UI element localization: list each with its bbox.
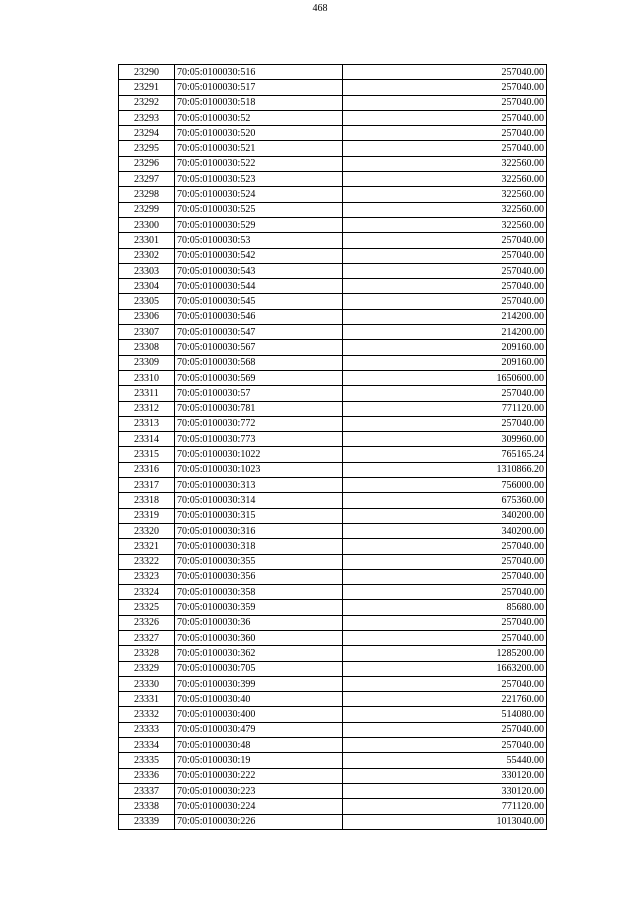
row-number: 23317 <box>119 478 175 493</box>
cadastral-number: 70:05:0100030:400 <box>175 707 343 722</box>
cadastral-number: 70:05:0100030:522 <box>175 156 343 171</box>
table-row <box>119 508 547 523</box>
table-row <box>119 493 547 508</box>
cadastral-value: 257040.00 <box>343 615 547 630</box>
row-number: 23298 <box>119 187 175 202</box>
cadastral-number: 70:05:0100030:57 <box>175 386 343 401</box>
cadastral-value: 209160.00 <box>343 340 547 355</box>
cadastral-number: 70:05:0100030:543 <box>175 263 343 278</box>
table-row <box>119 325 547 340</box>
cadastral-value: 340200.00 <box>343 523 547 538</box>
row-number: 23299 <box>119 202 175 217</box>
table-row <box>119 814 547 829</box>
cadastral-number: 70:05:0100030:223 <box>175 783 343 798</box>
row-number: 23322 <box>119 554 175 569</box>
row-number: 23323 <box>119 569 175 584</box>
row-number: 23304 <box>119 279 175 294</box>
cadastral-value: 85680.00 <box>343 600 547 615</box>
row-number: 23309 <box>119 355 175 370</box>
cadastral-value: 257040.00 <box>343 233 547 248</box>
table-row <box>119 355 547 370</box>
table-row <box>119 478 547 493</box>
cadastral-number: 70:05:0100030:545 <box>175 294 343 309</box>
table-row <box>119 110 547 125</box>
row-number: 23292 <box>119 95 175 110</box>
cadastral-number: 70:05:0100030:1023 <box>175 462 343 477</box>
table-row <box>119 263 547 278</box>
table-row <box>119 462 547 477</box>
cadastral-value: 257040.00 <box>343 554 547 569</box>
cadastral-value: 257040.00 <box>343 722 547 737</box>
row-number: 23294 <box>119 126 175 141</box>
row-number: 23335 <box>119 753 175 768</box>
table-row <box>119 172 547 187</box>
row-number: 23312 <box>119 401 175 416</box>
cadastral-value: 257040.00 <box>343 738 547 753</box>
table-row <box>119 432 547 447</box>
cadastral-number: 70:05:0100030:1022 <box>175 447 343 462</box>
cadastral-value: 322560.00 <box>343 217 547 232</box>
row-number: 23291 <box>119 80 175 95</box>
table-row <box>119 707 547 722</box>
row-number: 23305 <box>119 294 175 309</box>
cadastral-value: 55440.00 <box>343 753 547 768</box>
cadastral-number: 70:05:0100030:516 <box>175 65 343 80</box>
cadastral-number: 70:05:0100030:547 <box>175 325 343 340</box>
table-row <box>119 416 547 431</box>
cadastral-number: 70:05:0100030:40 <box>175 692 343 707</box>
row-number: 23327 <box>119 630 175 645</box>
cadastral-value: 257040.00 <box>343 80 547 95</box>
cadastral-value: 257040.00 <box>343 539 547 554</box>
cadastral-number: 70:05:0100030:568 <box>175 355 343 370</box>
cadastral-number: 70:05:0100030:520 <box>175 126 343 141</box>
cadastral-value: 330120.00 <box>343 783 547 798</box>
table-row <box>119 539 547 554</box>
cadastral-number: 70:05:0100030:772 <box>175 416 343 431</box>
table-row <box>119 554 547 569</box>
table-row <box>119 80 547 95</box>
row-number: 23325 <box>119 600 175 615</box>
cadastral-value: 257040.00 <box>343 386 547 401</box>
table-row <box>119 768 547 783</box>
row-number: 23332 <box>119 707 175 722</box>
cadastral-value: 209160.00 <box>343 355 547 370</box>
cadastral-value: 330120.00 <box>343 768 547 783</box>
cadastral-value: 771120.00 <box>343 799 547 814</box>
row-number: 23331 <box>119 692 175 707</box>
table-row <box>119 585 547 600</box>
cadastral-value: 221760.00 <box>343 692 547 707</box>
row-number: 23308 <box>119 340 175 355</box>
row-number: 23324 <box>119 585 175 600</box>
cadastral-number: 70:05:0100030:48 <box>175 738 343 753</box>
cadastral-value: 1285200.00 <box>343 646 547 661</box>
cadastral-value: 756000.00 <box>343 478 547 493</box>
cadastral-number: 70:05:0100030:567 <box>175 340 343 355</box>
row-number: 23321 <box>119 539 175 554</box>
table-row <box>119 722 547 737</box>
cadastral-value: 514080.00 <box>343 707 547 722</box>
row-number: 23293 <box>119 110 175 125</box>
row-number: 23326 <box>119 615 175 630</box>
cadastral-number: 70:05:0100030:226 <box>175 814 343 829</box>
row-number: 23302 <box>119 248 175 263</box>
cadastral-number: 70:05:0100030:518 <box>175 95 343 110</box>
table-row <box>119 600 547 615</box>
cadastral-value: 257040.00 <box>343 676 547 691</box>
table-row <box>119 783 547 798</box>
table-row <box>119 65 547 80</box>
row-number: 23338 <box>119 799 175 814</box>
table-row <box>119 799 547 814</box>
table-row <box>119 386 547 401</box>
table-row <box>119 95 547 110</box>
table-row <box>119 646 547 661</box>
table-row <box>119 692 547 707</box>
row-number: 23328 <box>119 646 175 661</box>
cadastral-value: 322560.00 <box>343 156 547 171</box>
row-number: 23310 <box>119 370 175 385</box>
table-row <box>119 202 547 217</box>
table-row <box>119 676 547 691</box>
cadastral-value: 1650600.00 <box>343 370 547 385</box>
cadastral-number: 70:05:0100030:569 <box>175 370 343 385</box>
cadastral-value-table <box>118 64 547 830</box>
row-number: 23319 <box>119 508 175 523</box>
cadastral-number: 70:05:0100030:517 <box>175 80 343 95</box>
cadastral-number: 70:05:0100030:542 <box>175 248 343 263</box>
cadastral-value: 257040.00 <box>343 585 547 600</box>
cadastral-number: 70:05:0100030:358 <box>175 585 343 600</box>
table-row <box>119 156 547 171</box>
cadastral-number: 70:05:0100030:224 <box>175 799 343 814</box>
row-number: 23320 <box>119 523 175 538</box>
row-number: 23301 <box>119 233 175 248</box>
table-row <box>119 447 547 462</box>
cadastral-value: 1663200.00 <box>343 661 547 676</box>
cadastral-value: 1310866.20 <box>343 462 547 477</box>
page-number: 468 <box>312 3 328 14</box>
cadastral-value: 257040.00 <box>343 95 547 110</box>
table-row <box>119 753 547 768</box>
table-row <box>119 401 547 416</box>
row-number: 23334 <box>119 738 175 753</box>
cadastral-number: 70:05:0100030:313 <box>175 478 343 493</box>
cadastral-value: 257040.00 <box>343 630 547 645</box>
cadastral-value: 257040.00 <box>343 141 547 156</box>
row-number: 23314 <box>119 432 175 447</box>
row-number: 23316 <box>119 462 175 477</box>
table-row <box>119 217 547 232</box>
cadastral-value: 340200.00 <box>343 508 547 523</box>
cadastral-number: 70:05:0100030:399 <box>175 676 343 691</box>
cadastral-value: 257040.00 <box>343 294 547 309</box>
cadastral-number: 70:05:0100030:356 <box>175 569 343 584</box>
cadastral-number: 70:05:0100030:53 <box>175 233 343 248</box>
row-number: 23318 <box>119 493 175 508</box>
row-number: 23297 <box>119 172 175 187</box>
table-row <box>119 309 547 324</box>
cadastral-number: 70:05:0100030:355 <box>175 554 343 569</box>
table-row <box>119 615 547 630</box>
cadastral-value: 214200.00 <box>343 309 547 324</box>
cadastral-number: 70:05:0100030:544 <box>175 279 343 294</box>
cadastral-number: 70:05:0100030:318 <box>175 539 343 554</box>
cadastral-number: 70:05:0100030:525 <box>175 202 343 217</box>
row-number: 23300 <box>119 217 175 232</box>
table-row <box>119 569 547 584</box>
row-number: 23296 <box>119 156 175 171</box>
row-number: 23330 <box>119 676 175 691</box>
cadastral-number: 70:05:0100030:524 <box>175 187 343 202</box>
cadastral-number: 70:05:0100030:546 <box>175 309 343 324</box>
table-row <box>119 370 547 385</box>
table-row <box>119 340 547 355</box>
cadastral-value: 257040.00 <box>343 263 547 278</box>
row-number: 23307 <box>119 325 175 340</box>
cadastral-number: 70:05:0100030:705 <box>175 661 343 676</box>
cadastral-value: 675360.00 <box>343 493 547 508</box>
table-row <box>119 141 547 156</box>
cadastral-value: 322560.00 <box>343 187 547 202</box>
row-number: 23303 <box>119 263 175 278</box>
cadastral-number: 70:05:0100030:19 <box>175 753 343 768</box>
cadastral-value: 322560.00 <box>343 172 547 187</box>
cadastral-number: 70:05:0100030:781 <box>175 401 343 416</box>
cadastral-number: 70:05:0100030:359 <box>175 600 343 615</box>
row-number: 23329 <box>119 661 175 676</box>
row-number: 23336 <box>119 768 175 783</box>
cadastral-value: 257040.00 <box>343 65 547 80</box>
cadastral-value: 214200.00 <box>343 325 547 340</box>
cadastral-value: 309960.00 <box>343 432 547 447</box>
table-row <box>119 233 547 248</box>
cadastral-value: 257040.00 <box>343 279 547 294</box>
cadastral-value: 257040.00 <box>343 248 547 263</box>
cadastral-number: 70:05:0100030:529 <box>175 217 343 232</box>
cadastral-number: 70:05:0100030:362 <box>175 646 343 661</box>
cadastral-value: 1013040.00 <box>343 814 547 829</box>
cadastral-number: 70:05:0100030:521 <box>175 141 343 156</box>
table-row <box>119 187 547 202</box>
row-number: 23339 <box>119 814 175 829</box>
row-number: 23337 <box>119 783 175 798</box>
table-row <box>119 279 547 294</box>
cadastral-number: 70:05:0100030:222 <box>175 768 343 783</box>
table-row <box>119 630 547 645</box>
table-row <box>119 294 547 309</box>
cadastral-value: 257040.00 <box>343 126 547 141</box>
table-row <box>119 126 547 141</box>
table-body <box>119 65 547 830</box>
cadastral-value: 765165.24 <box>343 447 547 462</box>
cadastral-value: 257040.00 <box>343 110 547 125</box>
cadastral-number: 70:05:0100030:360 <box>175 630 343 645</box>
cadastral-number: 70:05:0100030:479 <box>175 722 343 737</box>
cadastral-number: 70:05:0100030:773 <box>175 432 343 447</box>
table-row <box>119 661 547 676</box>
row-number: 23295 <box>119 141 175 156</box>
cadastral-value: 322560.00 <box>343 202 547 217</box>
row-number: 23306 <box>119 309 175 324</box>
row-number: 23315 <box>119 447 175 462</box>
table-row <box>119 248 547 263</box>
row-number: 23311 <box>119 386 175 401</box>
cadastral-number: 70:05:0100030:36 <box>175 615 343 630</box>
row-number: 23333 <box>119 722 175 737</box>
cadastral-number: 70:05:0100030:523 <box>175 172 343 187</box>
cadastral-number: 70:05:0100030:316 <box>175 523 343 538</box>
table-row <box>119 738 547 753</box>
row-number: 23290 <box>119 65 175 80</box>
cadastral-number: 70:05:0100030:315 <box>175 508 343 523</box>
table-row <box>119 523 547 538</box>
cadastral-value: 771120.00 <box>343 401 547 416</box>
cadastral-value: 257040.00 <box>343 416 547 431</box>
cadastral-number: 70:05:0100030:52 <box>175 110 343 125</box>
row-number: 23313 <box>119 416 175 431</box>
cadastral-value: 257040.00 <box>343 569 547 584</box>
cadastral-number: 70:05:0100030:314 <box>175 493 343 508</box>
